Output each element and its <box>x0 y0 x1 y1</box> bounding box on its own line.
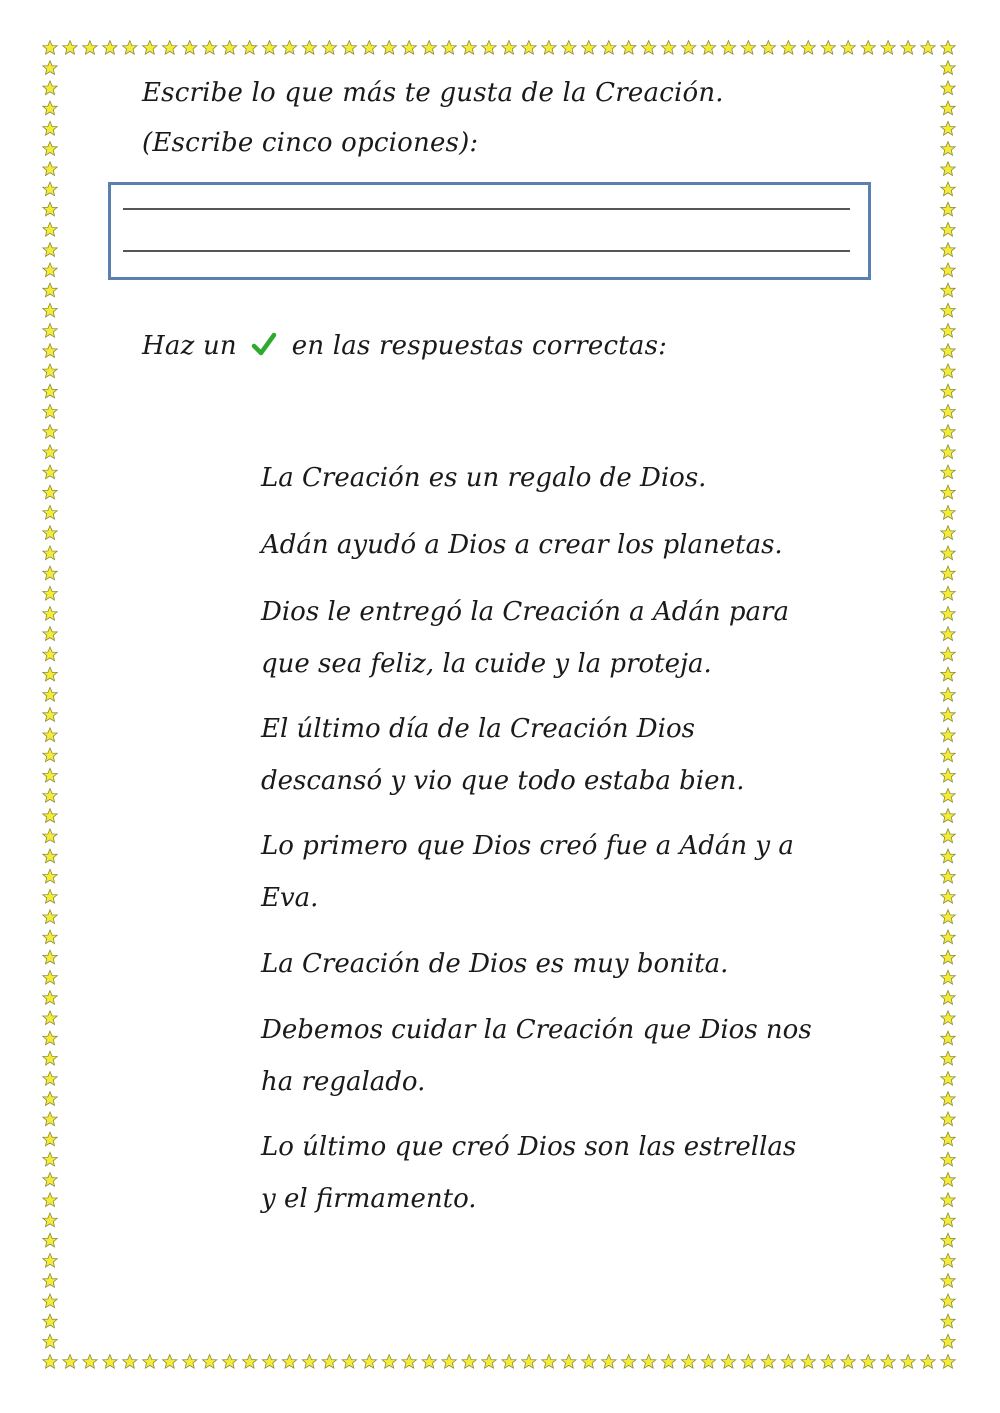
star-icon <box>941 607 955 621</box>
answer-line-2[interactable] <box>123 250 850 252</box>
star-icon <box>941 566 955 580</box>
star-icon <box>43 647 57 661</box>
star-icon <box>941 728 955 742</box>
star-icon <box>661 1355 675 1369</box>
star-icon <box>622 41 636 55</box>
star-icon <box>43 1031 57 1045</box>
star-icon <box>282 41 296 55</box>
star-icon <box>43 768 57 782</box>
star-icon <box>43 586 57 600</box>
star-icon <box>242 41 256 55</box>
star-icon <box>43 1011 57 1025</box>
answer-box[interactable] <box>108 182 871 280</box>
star-icon <box>502 1355 516 1369</box>
star-icon <box>502 41 516 55</box>
star-icon <box>43 61 57 75</box>
star-icon <box>941 789 955 803</box>
star-icon <box>602 41 616 55</box>
star-icon <box>402 41 416 55</box>
star-icon <box>821 1355 835 1369</box>
star-icon <box>901 41 915 55</box>
star-icon <box>562 41 576 55</box>
star-icon <box>43 667 57 681</box>
star-icon <box>901 1355 915 1369</box>
star-icon <box>941 404 955 418</box>
star-icon <box>941 1213 955 1227</box>
star-icon <box>941 1314 955 1328</box>
star-icon <box>43 1253 57 1267</box>
star-icon <box>701 1355 715 1369</box>
star-icon <box>43 1173 57 1187</box>
star-icon <box>941 1011 955 1025</box>
star-icon <box>43 465 57 479</box>
star-icon <box>941 121 955 135</box>
statement-8[interactable]: Lo último que creó Dios son las estrellas y el firmamento. <box>261 1132 797 1214</box>
star-icon <box>222 1355 236 1369</box>
star-icon <box>941 465 955 479</box>
star-icon <box>941 667 955 681</box>
star-icon <box>801 41 815 55</box>
star-icon <box>941 849 955 863</box>
star-icon <box>681 41 695 55</box>
star-icon <box>43 708 57 722</box>
star-icon <box>941 627 955 641</box>
check-instruction <box>142 332 667 359</box>
statement-4[interactable]: El último día de la Creación Dios descansó y vio que todo estaba bien. <box>261 714 745 796</box>
star-icon <box>262 1355 276 1369</box>
star-icon <box>43 546 57 560</box>
star-icon <box>941 202 955 216</box>
star-icon <box>143 1355 157 1369</box>
star-icon <box>881 1355 895 1369</box>
star-icon <box>43 849 57 863</box>
star-icon <box>941 910 955 924</box>
star-icon <box>43 1213 57 1227</box>
star-icon <box>43 243 57 257</box>
star-icon <box>522 1355 536 1369</box>
star-icon <box>941 283 955 297</box>
star-icon <box>941 425 955 439</box>
star-icon <box>222 41 236 55</box>
star-icon <box>143 41 157 55</box>
star-icon <box>941 506 955 520</box>
star-icon <box>462 41 476 55</box>
star-icon <box>941 1274 955 1288</box>
star-icon <box>282 1355 296 1369</box>
star-icon <box>43 1051 57 1065</box>
statement-2[interactable]: Adán ayudó a Dios a crear los planetas. <box>261 530 783 560</box>
star-icon <box>43 1193 57 1207</box>
star-icon <box>43 748 57 762</box>
star-icon <box>741 41 755 55</box>
star-icon <box>941 1152 955 1166</box>
star-icon <box>941 324 955 338</box>
star-icon <box>442 41 456 55</box>
star-icon <box>43 910 57 924</box>
star-icon <box>43 121 57 135</box>
star-icon <box>941 1173 955 1187</box>
star-icon <box>941 1132 955 1146</box>
star-icon <box>183 1355 197 1369</box>
star-icon <box>43 1314 57 1328</box>
answer-line-1[interactable] <box>123 208 850 210</box>
star-icon <box>43 607 57 621</box>
star-icon <box>103 41 117 55</box>
star-icon <box>941 1031 955 1045</box>
star-icon <box>163 1355 177 1369</box>
star-icon <box>43 283 57 297</box>
star-icon <box>602 1355 616 1369</box>
star-icon <box>43 1233 57 1247</box>
star-icon <box>941 243 955 257</box>
star-icon <box>43 425 57 439</box>
star-icon <box>302 1355 316 1369</box>
star-icon <box>43 890 57 904</box>
star-icon <box>841 41 855 55</box>
star-icon <box>721 1355 735 1369</box>
star-icon <box>43 728 57 742</box>
star-icon <box>422 41 436 55</box>
star-icon <box>941 445 955 459</box>
star-icon <box>781 1355 795 1369</box>
star-icon <box>342 1355 356 1369</box>
star-icon <box>781 41 795 55</box>
star-icon <box>43 1112 57 1126</box>
star-icon <box>941 890 955 904</box>
star-icon <box>43 829 57 843</box>
star-icon <box>43 627 57 641</box>
instruction-line-2: (Escribe cinco opciones): <box>142 128 479 158</box>
statement-1[interactable]: La Creación es un regalo de Dios. <box>261 463 707 493</box>
star-icon <box>941 768 955 782</box>
star-icon <box>462 1355 476 1369</box>
star-icon <box>861 1355 875 1369</box>
star-icon <box>821 41 835 55</box>
star-icon <box>43 485 57 499</box>
star-icon <box>43 566 57 580</box>
star-icon <box>382 1355 396 1369</box>
star-icon <box>342 41 356 55</box>
statement-7[interactable]: Debemos cuidar la Creación que Dios nos ha regalado. <box>261 1015 812 1097</box>
checkmark-icon <box>251 332 277 358</box>
star-icon <box>362 41 376 55</box>
star-icon <box>43 162 57 176</box>
star-icon <box>43 809 57 823</box>
star-icon <box>43 303 57 317</box>
star-icon <box>43 687 57 701</box>
star-icon <box>43 991 57 1005</box>
star-icon <box>622 1355 636 1369</box>
star-icon <box>43 202 57 216</box>
star-icon <box>941 526 955 540</box>
star-icon <box>43 1274 57 1288</box>
star-icon <box>582 41 596 55</box>
star-icon <box>941 222 955 236</box>
star-icon <box>63 1355 77 1369</box>
star-icon <box>941 950 955 964</box>
star-icon <box>941 263 955 277</box>
star-icon <box>941 303 955 317</box>
star-icon <box>941 81 955 95</box>
star-icon <box>43 789 57 803</box>
star-icon <box>123 41 137 55</box>
star-icon <box>202 1355 216 1369</box>
star-icon <box>322 1355 336 1369</box>
star-icon <box>163 41 177 55</box>
star-icon <box>302 41 316 55</box>
star-icon <box>43 506 57 520</box>
star-icon <box>941 41 955 55</box>
star-icon <box>482 1355 496 1369</box>
star-icon <box>582 1355 596 1369</box>
star-icon <box>362 1355 376 1369</box>
star-icon <box>941 182 955 196</box>
star-icon <box>921 41 935 55</box>
star-icon <box>941 1112 955 1126</box>
star-icon <box>941 586 955 600</box>
star-icon <box>941 869 955 883</box>
star-icon <box>43 1294 57 1308</box>
star-icon <box>262 41 276 55</box>
star-icon <box>941 1193 955 1207</box>
star-icon <box>382 41 396 55</box>
star-icon <box>681 1355 695 1369</box>
star-icon <box>941 1072 955 1086</box>
star-icon <box>941 1233 955 1247</box>
star-icon <box>941 1355 955 1369</box>
star-icon <box>202 41 216 55</box>
star-icon <box>43 1092 57 1106</box>
star-icon <box>941 748 955 762</box>
star-icon <box>542 41 556 55</box>
star-icon <box>482 41 496 55</box>
star-icon <box>43 930 57 944</box>
star-icon <box>43 182 57 196</box>
star-icon <box>941 546 955 560</box>
star-icon <box>43 263 57 277</box>
star-icon <box>43 384 57 398</box>
star-icon <box>941 809 955 823</box>
statement-5[interactable]: Lo primero que Dios creó fue a Adán y a Eva. <box>261 831 794 913</box>
star-icon <box>941 687 955 701</box>
star-icon <box>721 41 735 55</box>
star-icon <box>43 1152 57 1166</box>
star-icon <box>941 930 955 944</box>
star-icon <box>43 142 57 156</box>
star-icon <box>322 41 336 55</box>
star-icon <box>881 41 895 55</box>
star-icon <box>941 344 955 358</box>
star-icon <box>861 41 875 55</box>
star-icon <box>43 970 57 984</box>
star-icon <box>542 1355 556 1369</box>
star-icon <box>43 445 57 459</box>
star-icon <box>83 41 97 55</box>
star-icon <box>941 991 955 1005</box>
star-icon <box>941 970 955 984</box>
star-icon <box>43 324 57 338</box>
star-icon <box>701 41 715 55</box>
star-icon <box>761 1355 775 1369</box>
star-icon <box>941 708 955 722</box>
star-icon <box>43 950 57 964</box>
statement-6[interactable]: La Creación de Dios es muy bonita. <box>261 949 729 979</box>
star-icon <box>941 1294 955 1308</box>
star-icon <box>522 41 536 55</box>
star-icon <box>123 1355 137 1369</box>
star-icon <box>661 41 675 55</box>
star-icon <box>43 364 57 378</box>
star-icon <box>941 101 955 115</box>
star-icon <box>841 1355 855 1369</box>
statement-3[interactable]: Dios le entregó la Creación a Adán para que sea feliz, la cuide y la proteja. <box>261 597 789 679</box>
star-icon <box>801 1355 815 1369</box>
star-icon <box>242 1355 256 1369</box>
check-instruction-after: en las respuestas correctas: <box>291 331 668 361</box>
star-icon <box>43 869 57 883</box>
star-icon <box>941 162 955 176</box>
star-icon <box>941 1253 955 1267</box>
star-icon <box>941 829 955 843</box>
star-icon <box>183 41 197 55</box>
star-icon <box>941 1051 955 1065</box>
star-icon <box>941 485 955 499</box>
star-icon <box>941 647 955 661</box>
check-instruction-before: Haz un <box>142 331 237 361</box>
star-icon <box>43 1355 57 1369</box>
star-icon <box>761 41 775 55</box>
star-icon <box>941 1334 955 1348</box>
star-icon <box>941 384 955 398</box>
star-icon <box>941 1092 955 1106</box>
star-icon <box>642 41 656 55</box>
star-icon <box>43 344 57 358</box>
star-icon <box>43 404 57 418</box>
star-icon <box>43 41 57 55</box>
star-icon <box>941 142 955 156</box>
star-icon <box>921 1355 935 1369</box>
star-icon <box>43 1072 57 1086</box>
star-icon <box>63 41 77 55</box>
star-icon <box>422 1355 436 1369</box>
star-icon <box>43 81 57 95</box>
star-icon <box>562 1355 576 1369</box>
star-icon <box>642 1355 656 1369</box>
star-icon <box>442 1355 456 1369</box>
star-icon <box>741 1355 755 1369</box>
star-icon <box>83 1355 97 1369</box>
star-icon <box>43 526 57 540</box>
star-icon <box>103 1355 117 1369</box>
star-icon <box>941 61 955 75</box>
star-icon <box>43 101 57 115</box>
star-icon <box>43 1334 57 1348</box>
star-icon <box>941 364 955 378</box>
star-icon <box>43 1132 57 1146</box>
star-icon <box>402 1355 416 1369</box>
instruction-line-1: Escribe lo que más te gusta de la Creación. <box>142 78 724 108</box>
star-icon <box>43 222 57 236</box>
